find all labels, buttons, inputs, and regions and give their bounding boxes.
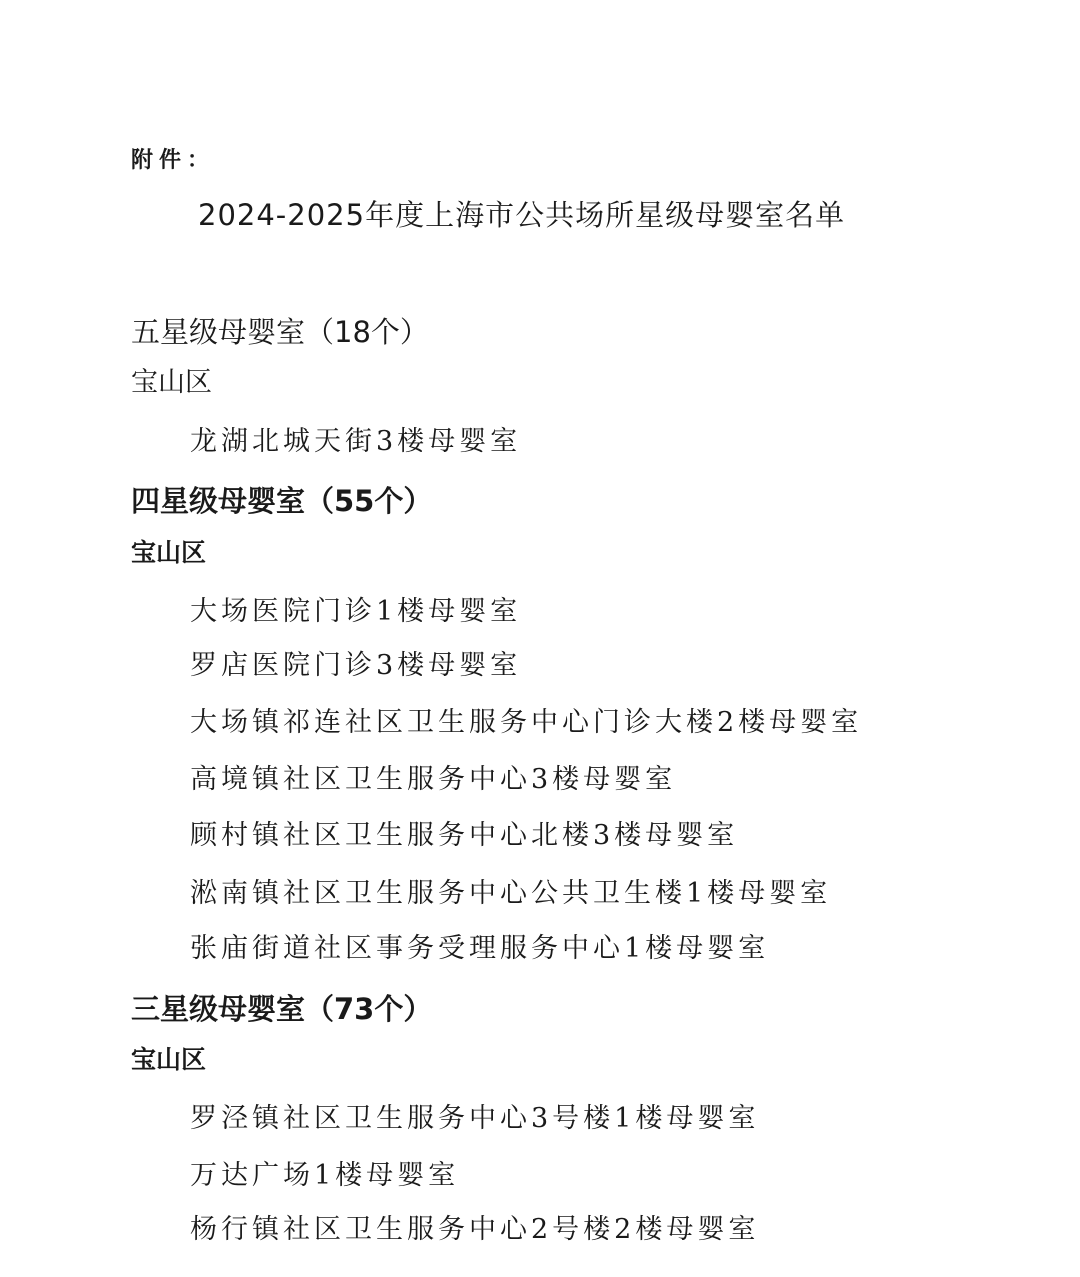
section-heading-four-star: 四星级母婴室（55个） (131, 484, 433, 518)
list-item: 万达广场1楼母婴室 (190, 1160, 460, 1191)
list-item: 大场医院门诊1楼母婴室 (190, 596, 522, 627)
list-item: 顾村镇社区卫生服务中心北楼3楼母婴室 (190, 820, 739, 851)
list-item: 高境镇社区卫生服务中心3楼母婴室 (190, 764, 677, 795)
list-item: 杨行镇社区卫生服务中心2号楼2楼母婴室 (190, 1214, 760, 1245)
document-title: 2024-2025年度上海市公共场所星级母婴室名单 (198, 198, 846, 232)
district-label: 宝山区 (131, 538, 207, 567)
list-item: 罗泾镇社区卫生服务中心3号楼1楼母婴室 (190, 1103, 760, 1134)
district-label: 宝山区 (131, 1045, 207, 1074)
list-item: 张庙街道社区事务受理服务中心1楼母婴室 (190, 933, 770, 964)
list-item: 大场镇祁连社区卫生服务中心门诊大楼2楼母婴室 (190, 707, 863, 738)
list-item: 龙湖北城天街3楼母婴室 (190, 426, 522, 457)
attachment-label: 附件： (131, 148, 216, 173)
list-item: 淞南镇社区卫生服务中心公共卫生楼1楼母婴室 (190, 878, 832, 909)
list-item: 罗店医院门诊3楼母婴室 (190, 650, 522, 681)
section-heading-five-star: 五星级母婴室（18个） (131, 315, 429, 349)
section-heading-three-star: 三星级母婴室（73个） (131, 992, 433, 1026)
district-label: 宝山区 (131, 367, 212, 398)
